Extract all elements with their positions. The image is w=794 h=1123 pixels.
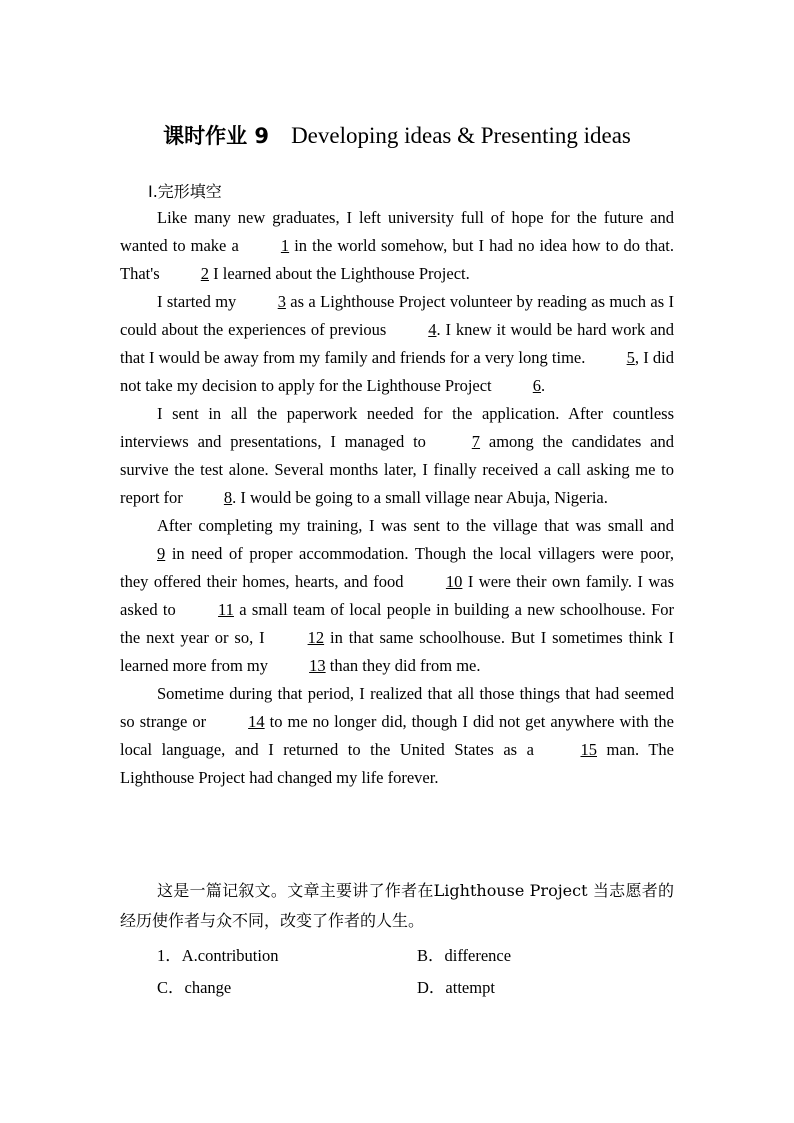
passage-summary-note: 这是一篇记叙文。文章主要讲了作者在Lighthouse Project 当志愿者的经历使作者与众不同，改变了作者的人生。: [120, 881, 674, 930]
option-d: D．attempt: [417, 978, 495, 997]
option-c: C．change: [157, 978, 232, 997]
text: I sent in all the paperwork needed for the application. After countless interviews and presentations, I managed to: [120, 404, 674, 451]
option-row: [157, 972, 677, 1004]
title-en: Developing ideas & Presenting ideas: [291, 123, 631, 148]
paragraph-1: [120, 204, 674, 288]
blank-5: 5: [626, 348, 635, 367]
text: among the candidates and survive the test alone. Several months later, I finally received a call asking me to report for: [120, 432, 674, 507]
text: a small team of local people in building a new schoolhouse. For the next year or so, I: [120, 600, 674, 647]
blank-12: 12: [307, 628, 325, 647]
paragraph-5: [120, 680, 674, 792]
text: After completing my training, I was sent to the village that was small and: [157, 516, 674, 535]
option-row: [157, 940, 677, 972]
text: to me no longer did, though I did not get anywhere with the local language, and I returned to the United States as a: [120, 712, 674, 759]
page-title: [0, 118, 794, 154]
blank-1: 1: [280, 236, 290, 255]
title-cn: 课时作业 9: [163, 124, 270, 148]
option-a: 1．A.contribution: [157, 946, 279, 965]
blank-8: 8: [223, 488, 233, 507]
text: Sometime during that period, I realized that all those things that had seemed so strange or: [120, 684, 674, 731]
text: , I did not take my decision to apply for the Lighthouse Project: [120, 348, 674, 395]
paragraph-3: [120, 400, 674, 512]
blank-4: 4: [428, 320, 437, 339]
option-b: B．difference: [417, 946, 512, 965]
text: than they did from me.: [325, 656, 481, 675]
text: . I would be going to a small village near Abuja, Nigeria.: [232, 488, 608, 507]
blank-6: 6: [532, 376, 542, 395]
blank-10: 10: [445, 572, 463, 591]
text: I started my: [157, 292, 241, 311]
text: in that same schoolhouse. But I sometimes think I learned more from my: [120, 628, 674, 675]
blank-7: 7: [471, 432, 481, 451]
blank-13: 13: [309, 656, 326, 675]
blank-14: 14: [248, 712, 265, 731]
blank-9: 9: [157, 544, 166, 563]
blank-15: 15: [580, 740, 597, 759]
section-heading: Ⅰ.完形填空: [148, 182, 222, 201]
text: in the world somehow, but I had no idea how to do that. That's: [120, 236, 674, 283]
text: I learned about the Lighthouse Project.: [209, 264, 470, 283]
text: as a Lighthouse Project volunteer by reading as much as I could about the experiences of previous: [120, 292, 674, 339]
question-options: [157, 940, 677, 1004]
blank-3: 3: [277, 292, 286, 311]
text: man. The Lighthouse Project had changed my life forever.: [120, 740, 674, 787]
paragraph-4: [120, 512, 674, 680]
blank-11: 11: [218, 600, 234, 619]
text: in need of proper accommodation. Though the local villagers were poor, they offered their homes, hearts, and food: [120, 544, 674, 591]
text: Like many new graduates, I left university full of hope for the future and wanted to make a: [120, 208, 674, 255]
paragraph-2: [120, 288, 674, 400]
blank-2: 2: [200, 264, 210, 283]
cloze-passage: [120, 204, 674, 792]
text: . I knew it would be hard work and that I would be away from my family and friends for a very long time.: [120, 320, 674, 367]
text: .: [541, 376, 546, 395]
text: I were their own family. I was asked to: [120, 572, 674, 619]
